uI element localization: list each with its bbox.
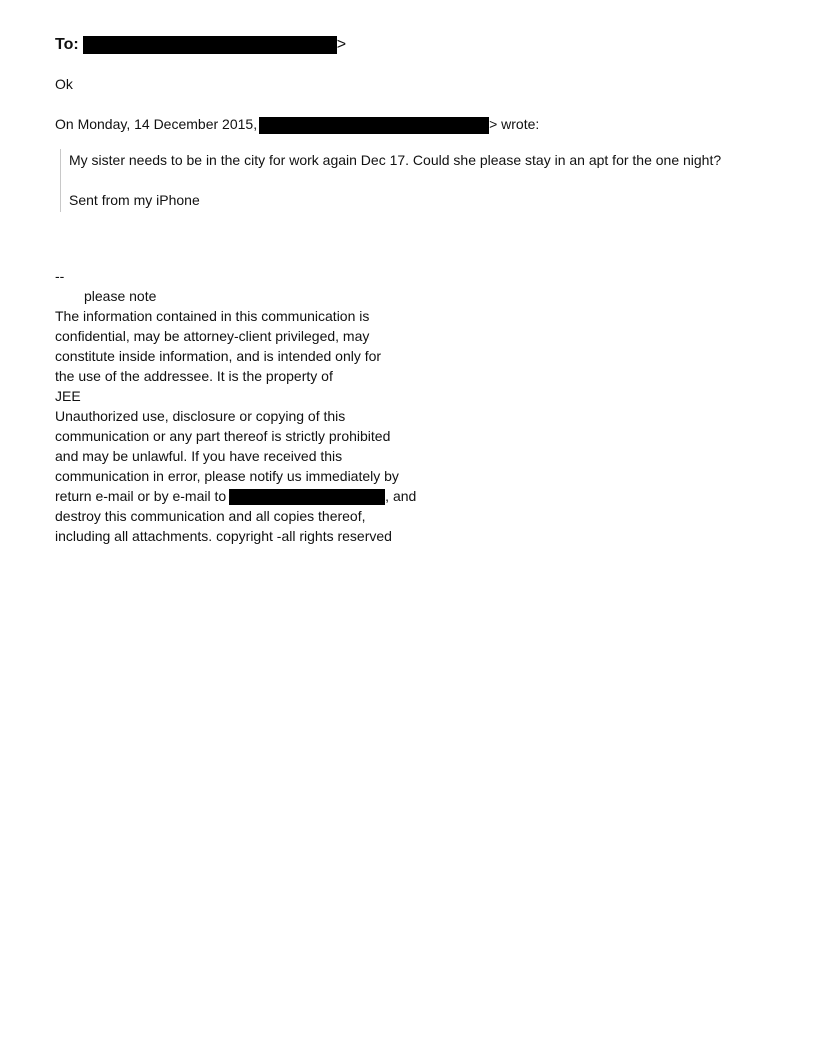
- to-header: [55, 35, 346, 55]
- disclaimer-line: communication or any part thereof is strictly prohibited: [55, 428, 391, 444]
- reply-text: Ok: [55, 76, 73, 92]
- to-label: To:: [55, 36, 79, 53]
- to-suffix: >: [336, 36, 347, 53]
- quoted-message: My sister needs to be in the city for work again Dec 17. Could she please stay in an apt for the one night?: [69, 152, 722, 168]
- redacted-email: [229, 489, 385, 505]
- disclaimer-line: including all attachments. copyright -all rights reserved: [55, 528, 392, 544]
- email-line-suffix: , and: [385, 488, 417, 504]
- disclaimer-line: The information contained in this communication is: [55, 308, 370, 324]
- attribution-suffix: > wrote:: [489, 116, 540, 132]
- redacted-recipient: [83, 36, 337, 54]
- disclaimer-line: destroy this communication and all copies thereof,: [55, 508, 366, 524]
- please-note-text: please note: [84, 288, 157, 304]
- disclaimer-line: confidential, may be attorney-client privileged, may: [55, 328, 370, 344]
- disclaimer-line: JEE: [55, 388, 81, 404]
- disclaimer-block: [55, 266, 416, 546]
- disclaimer-line: communication in error, please notify us immediately by: [55, 468, 399, 484]
- disclaimer-line: the use of the addressee. It is the property of: [55, 368, 333, 384]
- attribution-line: [55, 114, 539, 134]
- disclaimer-line: and may be unlawful. If you have received this: [55, 448, 343, 464]
- redacted-sender: [259, 117, 489, 134]
- disclaimer-line: Unauthorized use, disclosure or copying of this: [55, 408, 346, 424]
- attribution-prefix: On Monday, 14 December 2015,: [55, 116, 258, 132]
- email-line-prefix: return e-mail or by e-mail to: [55, 488, 227, 504]
- quote-bar: [60, 149, 61, 212]
- quoted-signature: Sent from my iPhone: [69, 192, 200, 208]
- disclaimer-line: constitute inside information, and is intended only for: [55, 348, 382, 364]
- disclaimer-email-line: [55, 486, 416, 506]
- signature-separator: --: [55, 268, 65, 284]
